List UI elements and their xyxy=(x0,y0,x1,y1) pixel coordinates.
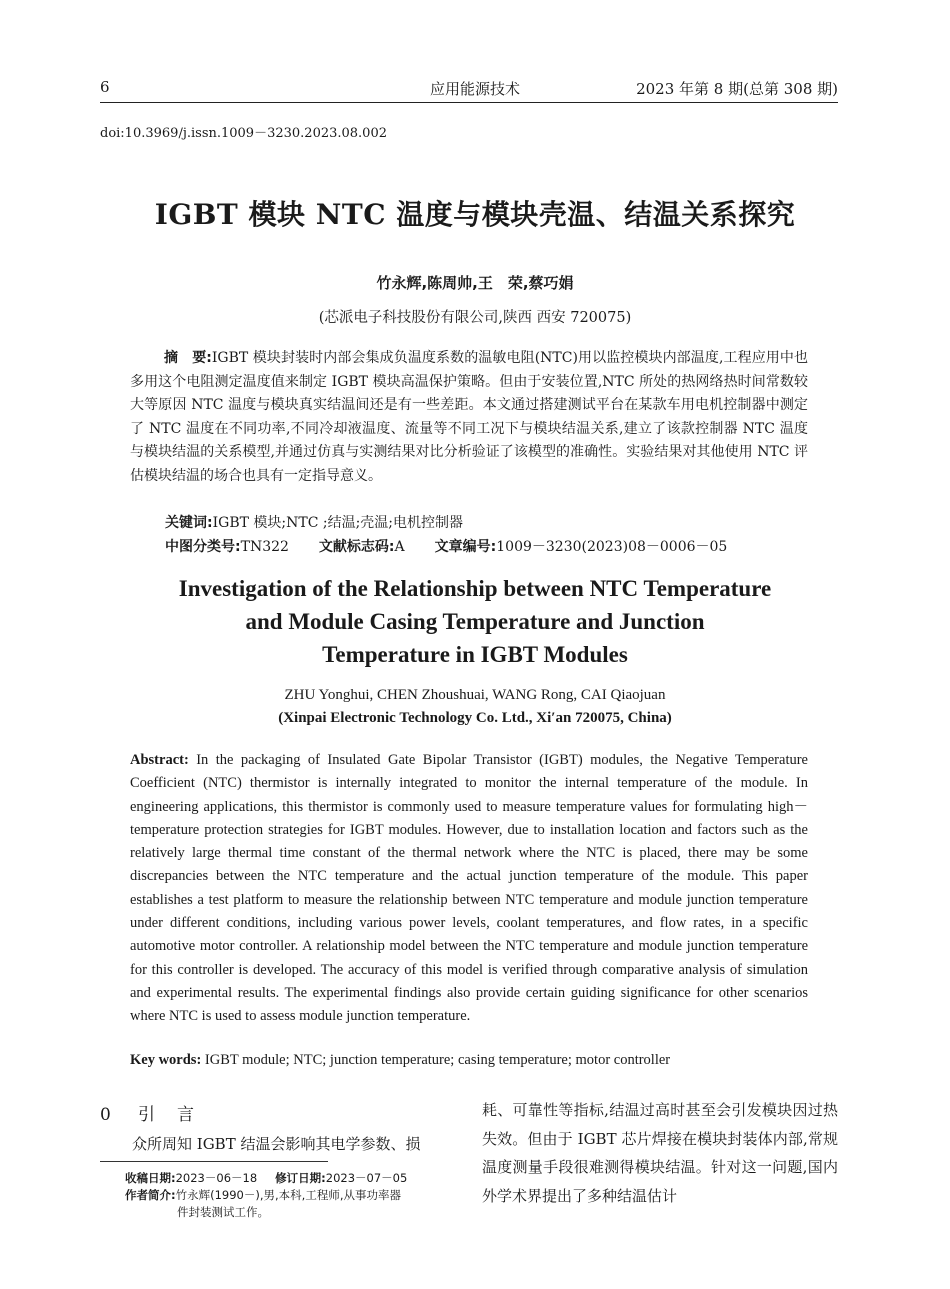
abstract-chinese xyxy=(130,347,808,488)
abstract-english xyxy=(130,749,808,1029)
intro-paragraph-left: 众所周知 IGBT 结温会影响其电学参数、损 xyxy=(132,1135,421,1153)
footnote-dates xyxy=(125,1170,465,1187)
classification-line xyxy=(165,536,727,556)
article-number-label: 文章编号: xyxy=(434,539,497,555)
issue-info: 2023 年第 8 期(总第 308 期) xyxy=(636,80,838,98)
authors-english: ZHU Yonghui, CHEN Zhoushuai, WANG Rong, CAI Qiaojuan xyxy=(284,687,666,703)
affiliation-chinese: (芯派电子科技股份有限公司,陕西 西安 720075) xyxy=(318,310,632,326)
received-label: 收稿日期: xyxy=(125,1171,176,1185)
doc-code-value: A xyxy=(394,539,405,555)
clc-value: TN322 xyxy=(240,539,289,555)
abstract-label-en: Abstract: xyxy=(130,752,189,768)
abstract-text-en: In the packaging of Insulated Gate Bipolar Transistor (IGBT) modules, the Negative Temperature Coefficient (NTC) thermistor is internally integrated to monitor the internal temperature of the module. In engineering applications, this thermistor is commonly used to measure temperature values for formulating high－temperature protection strategies for IGBT modules. However, due to installation location and factors such as the relatively large thermal time constant of the thermal network where the NTC is placed, there may be some discrepancies between the NTC temperature and the actual junction temperature of the module. This paper establishes a test platform to measure the relationship between NTC temperature and module junction temperature under different conditions, including various power levels, coolant temperatures, and flow rates, in a specific automotive motor controller. A relationship model between the NTC temperature and module junction temperature for this controller is developed. The accuracy of this model is verified through comparative analysis of simulation and experimental results. The experimental findings also provide certain guiding significance for other scenarios where NTC is used to assess module junction temperature. xyxy=(130,752,808,1025)
article-number-value: 1009－3230(2023)08－0006－05 xyxy=(496,539,728,555)
page-number: 6 xyxy=(100,78,110,96)
section-number: 0 xyxy=(100,1105,111,1125)
section-title: 引言 xyxy=(138,1105,216,1125)
intro-paragraph-right: 耗、可靠性等指标,结温过高时甚至会引发模块因过热失效。但由于 IGBT 芯片焊接在模块封装体内部,常规温度测量手段很难测得模块结温。针对这一问题,国内外学术界提出了多种结温估计 xyxy=(482,1101,838,1205)
revised-date: 2023－07－05 xyxy=(325,1171,408,1185)
affiliation-english: (Xinpai Electronic Technology Co. Ltd., Xi′an 720075, China) xyxy=(278,710,672,726)
footnote-rule xyxy=(100,1161,328,1162)
title-en-line2: and Module Casing Temperature and Junction xyxy=(245,609,705,634)
authors-chinese: 竹永辉,陈周帅,王 荣,蔡巧娟 xyxy=(376,274,574,292)
author-bio-line2: 件封装测试工作。 xyxy=(177,1205,269,1219)
header-rule xyxy=(100,102,838,103)
doi: doi:10.3969/j.issn.1009－3230.2023.08.002 xyxy=(100,126,387,141)
abstract-label-cn: 摘 要: xyxy=(164,350,212,366)
title-chinese: IGBT 模块 NTC 温度与模块壳温、结温关系探究 xyxy=(154,198,796,231)
keywords-text-en: IGBT module; NTC; junction temperature; casing temperature; motor controller xyxy=(201,1052,671,1068)
journal-name: 应用能源技术 xyxy=(430,80,521,98)
received-date: 2023－06－18 xyxy=(175,1171,258,1185)
doc-code-label: 文献标志码: xyxy=(318,539,395,555)
revised-label: 修订日期: xyxy=(275,1171,326,1185)
section-heading xyxy=(100,1100,216,1125)
title-en-line3: Temperature in IGBT Modules xyxy=(322,642,628,667)
keywords-english xyxy=(130,1052,670,1069)
keywords-label-cn: 关键词: xyxy=(165,515,213,531)
keywords-chinese xyxy=(165,512,463,532)
keywords-text-cn: IGBT 模块;NTC ;结温;壳温;电机控制器 xyxy=(212,515,464,531)
keywords-label-en: Key words: xyxy=(130,1052,202,1068)
author-bio-line1: 竹永辉(1990－),男,本科,工程师,从事功率器 xyxy=(175,1188,401,1202)
footnote-author xyxy=(125,1187,465,1221)
author-bio-label: 作者简介: xyxy=(125,1188,176,1202)
footnote xyxy=(125,1170,465,1221)
title-english xyxy=(0,572,950,671)
clc-label: 中图分类号: xyxy=(165,539,241,555)
title-en-line1: Investigation of the Relationship between NTC Temperature xyxy=(178,576,772,601)
abstract-text-cn: IGBT 模块封装时内部会集成负温度系数的温敏电阻(NTC)用以监控模块内部温度,工程应用中也多用这个电阻测定温度值来制定 IGBT 模块高温保护策略。但由于安装位置,NTC 所处的热网络热时间常数较大等原因 NTC 温度与模块真实结温间还是有一些差距。本文通过搭建测试平台在某款车用电机控制器中测定了 NTC 温度在不同功率,不同冷却液温度、流量等不同工况下与模块结温关系,建立了该款控制器 NTC 温度与模块结温的关系模型,并通过仿真与实测结果对比分析验证了该模型的准确性。实验结果对其他使用 NTC 评估模块结温的场合也具有一定指导意义。 xyxy=(130,350,808,484)
